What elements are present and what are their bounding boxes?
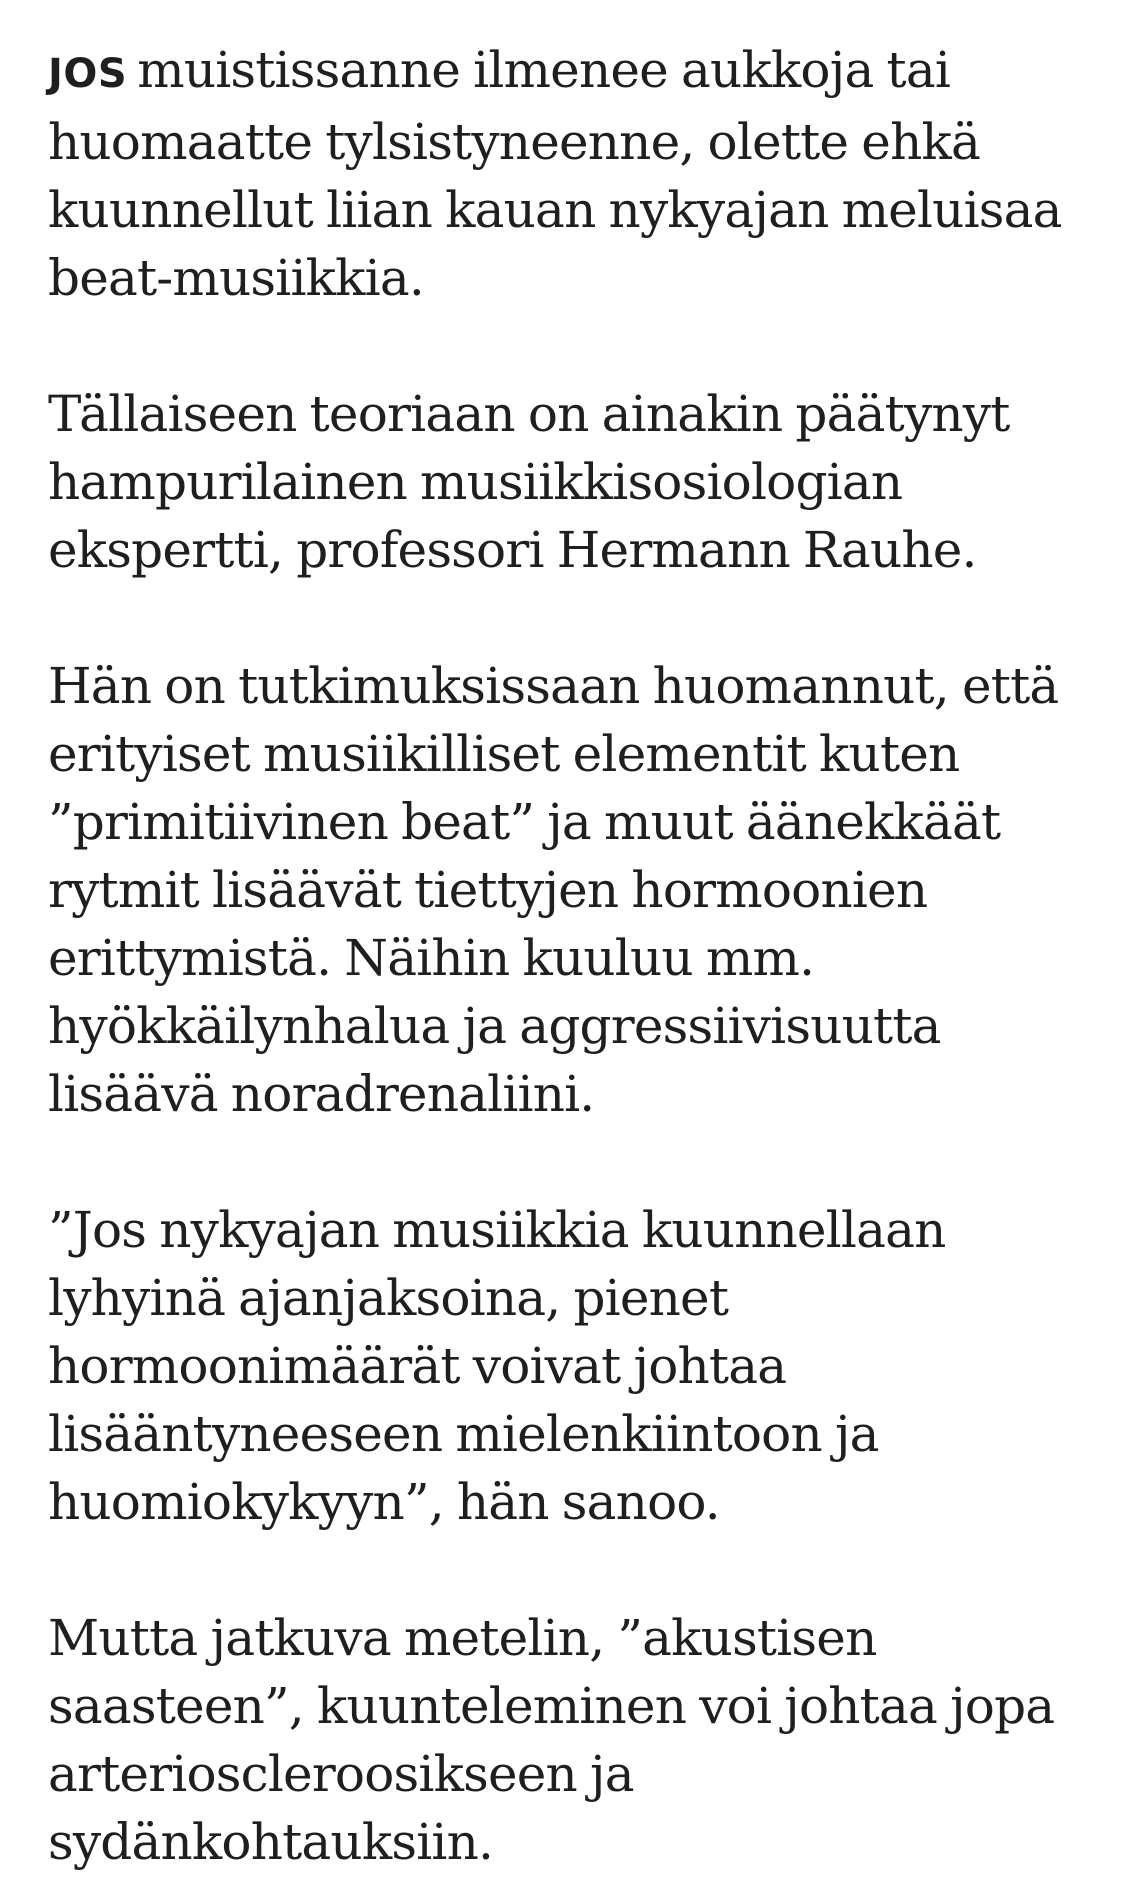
paragraph-text: Mutta jatkuva metelin, ”akustisen saasteen”, kuunteleminen voi johtaa jopa arterioscleroosikseen ja sydänkohtauksiin. [48, 1609, 1055, 1871]
article-paragraph-5 [48, 1604, 1088, 1876]
article-paragraph-3 [48, 652, 1088, 1128]
article-lead-word: JOS [48, 51, 128, 97]
paragraph-text: Hän on tutkimuksissaan huomannut, että erityiset musiikilliset elementit kuten ”primitiivinen beat” ja muut äänekkäät rytmit lisäävät tiettyjen hormoonien erittymistä. Näihin kuuluu mm. hyökkäilynhalua ja aggressiivisuutta lisäävä noradrenaliini. [48, 657, 1059, 1123]
article-body [48, 36, 1088, 1876]
article-paragraph-1 [48, 36, 1088, 312]
article-paragraph-2 [48, 380, 1088, 584]
article-paragraph-4 [48, 1196, 1088, 1536]
paragraph-text: Tällaiseen teoriaan on ainakin päätynyt hampurilainen musiikkisosiologian ekspertti, professori Hermann Rauhe. [48, 385, 1010, 579]
paragraph-text: ”Jos nykyajan musiikkia kuunnellaan lyhyinä ajanjaksoina, pienet hormoonimäärät voivat johtaa lisääntyneeseen mielenkiintoon ja huomiokykyyn”, hän sanoo. [48, 1201, 946, 1531]
paragraph-text: muistissanne ilmenee aukkoja tai huomaatte tylsistyneenne, olette ehkä kuunnellut liian kauan nykyajan meluisaa beat-musiikkia. [48, 41, 1062, 307]
